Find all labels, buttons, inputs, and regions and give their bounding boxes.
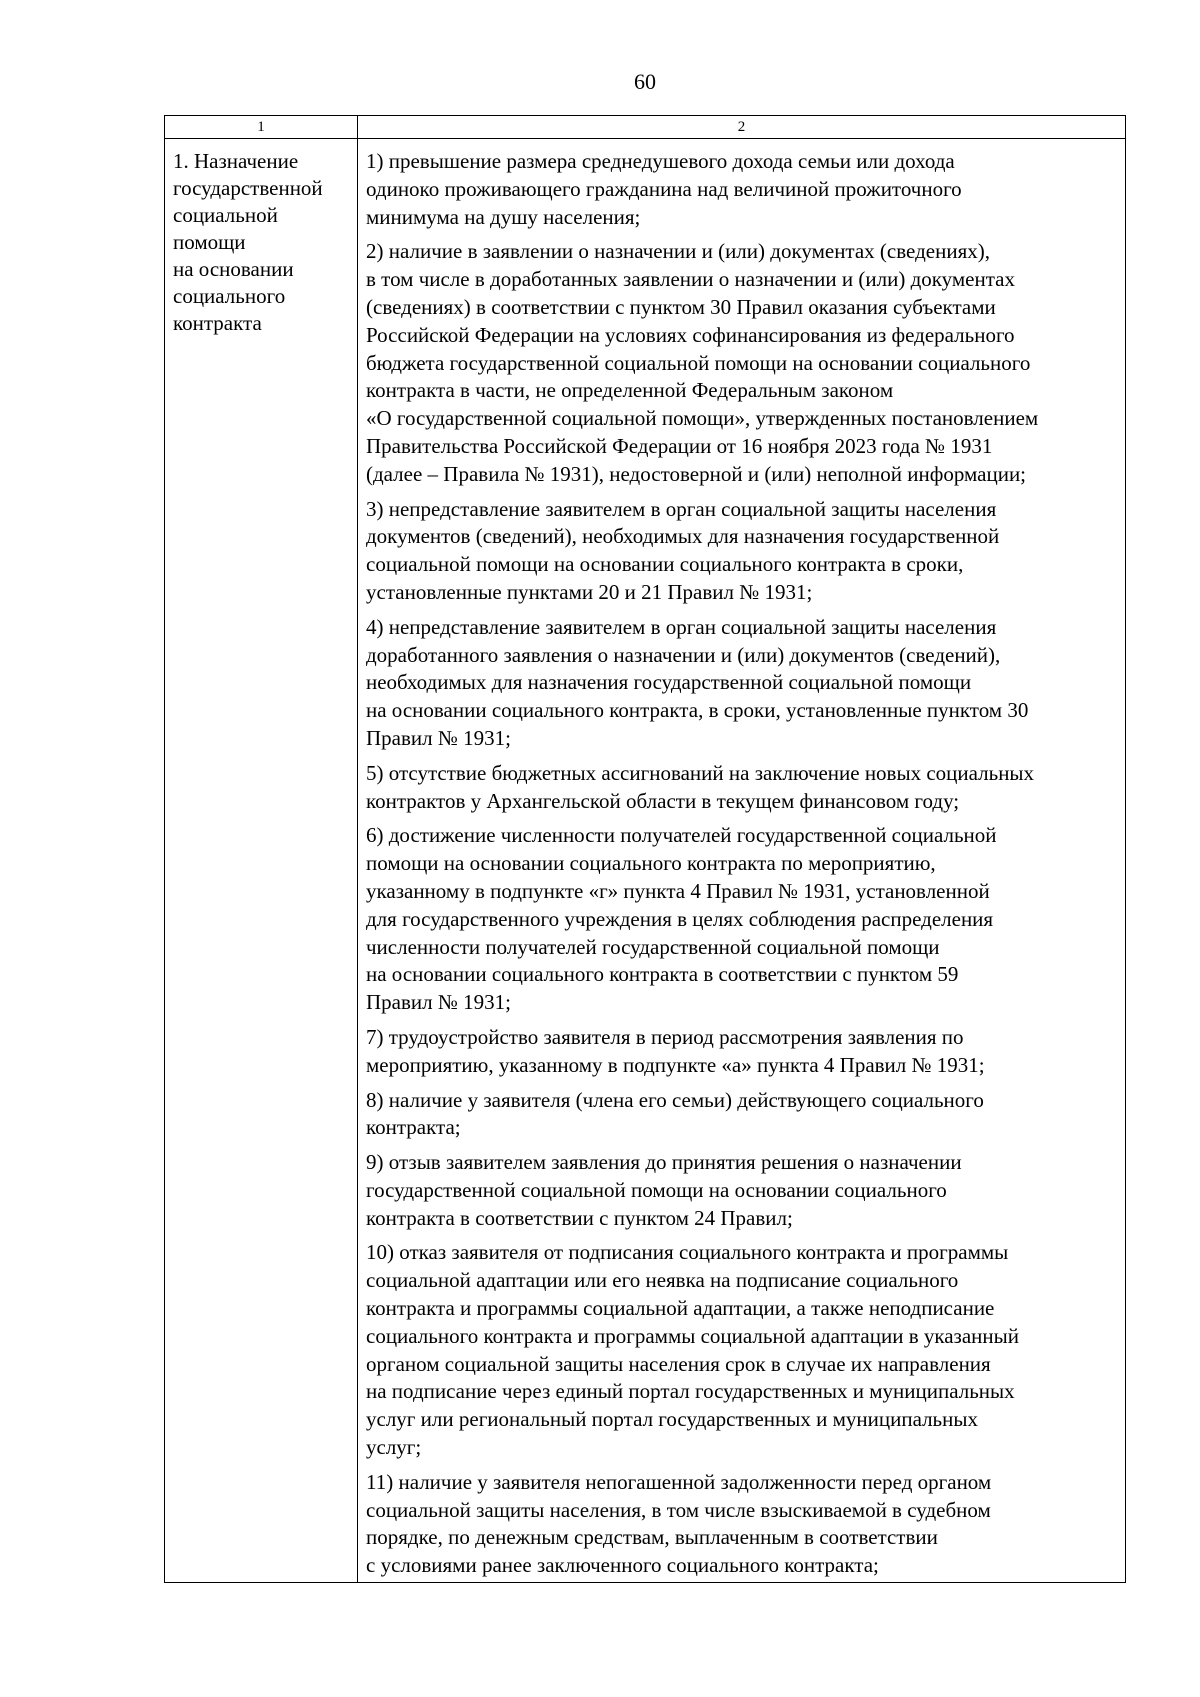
conditions-table bbox=[164, 115, 1126, 1583]
list-item: 4) непредставление заявителем в орган социальной защиты населения доработанного заявления о назначении и (или) документов (сведений), необходимых для назначения государственной социальной помощи на основании социального контракта, в сроки, установленные пунктом 30 Правил № 1931; bbox=[366, 614, 1029, 750]
table-row bbox=[165, 139, 1126, 1583]
table-header-row bbox=[165, 116, 1126, 139]
page-number: 60 bbox=[634, 69, 656, 94]
row-title: 1. Назначение государственной социальной помощи на основании социального контракта bbox=[165, 139, 358, 1583]
column-header-1: 1 bbox=[165, 116, 358, 139]
list-item: 10) отказ заявителя от подписания социального контракта и программы социальной адаптации или его неявка на подписание социального контракта и программы социальной адаптации, а также неподписание социального контракта и программы социальной адаптации в указанный органом социальной защиты населения срок в случае их направления на подписание через единый портал государственных и муниципальных услуг или региональный портал государственных и муниципальных услуг; bbox=[366, 1240, 1019, 1460]
column-header-2: 2 bbox=[358, 116, 1126, 139]
list-item: 5) отсутствие бюджетных ассигнований на заключение новых социальных контрактов у Архангельской области в текущем финансовом году; bbox=[366, 760, 1035, 813]
list-item: 2) наличие в заявлении о назначении и (или) документах (сведениях), в том числе в доработанных заявлении о назначении и (или) документах (сведениях) в соответствии с пунктом 30 Правил оказания субъектами Российской Федерации на условиях софинансирования из федерального бюджета государственной социальной помощи на основании социального контракта в части, не определенной Федеральным законом «О государственной социальной помощи», утвержденных постановлением Правительства Российской Федерации от 16 ноября 2023 года № 1931 (далее – Правила № 1931), недостоверной и (или) неполной информации; bbox=[366, 239, 1039, 486]
list-item: 3) непредставление заявителем в орган социальной защиты населения документов (сведений), необходимых для назначения государственной социальной помощи на основании социального контракта в сроки, установленные пунктами 20 и 21 Правил № 1931; bbox=[366, 496, 1000, 604]
list-item: 1) превышение размера среднедушевого дохода семьи или дохода одиноко проживающего гражданина над величиной прожиточного минимума на душу населения; bbox=[366, 149, 962, 229]
list-item: 6) достижение численности получателей государственной социальной помощи на основании социального контракта по мероприятию, указанному в подпункте «г» пункта 4 Правил № 1931, установленной для государственного учреждения в целях соблюдения распределения численности получателей государственной социальной помощи на основании социального контракта в соответствии с пунктом 59 Правил № 1931; bbox=[366, 823, 997, 1015]
row-items-cell bbox=[358, 139, 1126, 1583]
list-item: 11) наличие у заявителя непогашенной задолженности перед органом социальной защиты населения, в том числе взыскиваемой в судебном порядке, по денежным средствам, выплаченным в соответствии с условиями ранее заключенного социального контракта; bbox=[366, 1469, 992, 1578]
list-item: 9) отзыв заявителем заявления до принятия решения о назначении государственной социальной помощи на основании социального контракта в соответствии с пунктом 24 Правил; bbox=[366, 1150, 962, 1230]
list-item: 8) наличие у заявителя (члена его семьи) действующего социального контракта; bbox=[366, 1087, 984, 1140]
list-item: 7) трудоустройство заявителя в период рассмотрения заявления по мероприятию, указанному в подпункте «а» пункта 4 Правил № 1931; bbox=[366, 1024, 985, 1077]
